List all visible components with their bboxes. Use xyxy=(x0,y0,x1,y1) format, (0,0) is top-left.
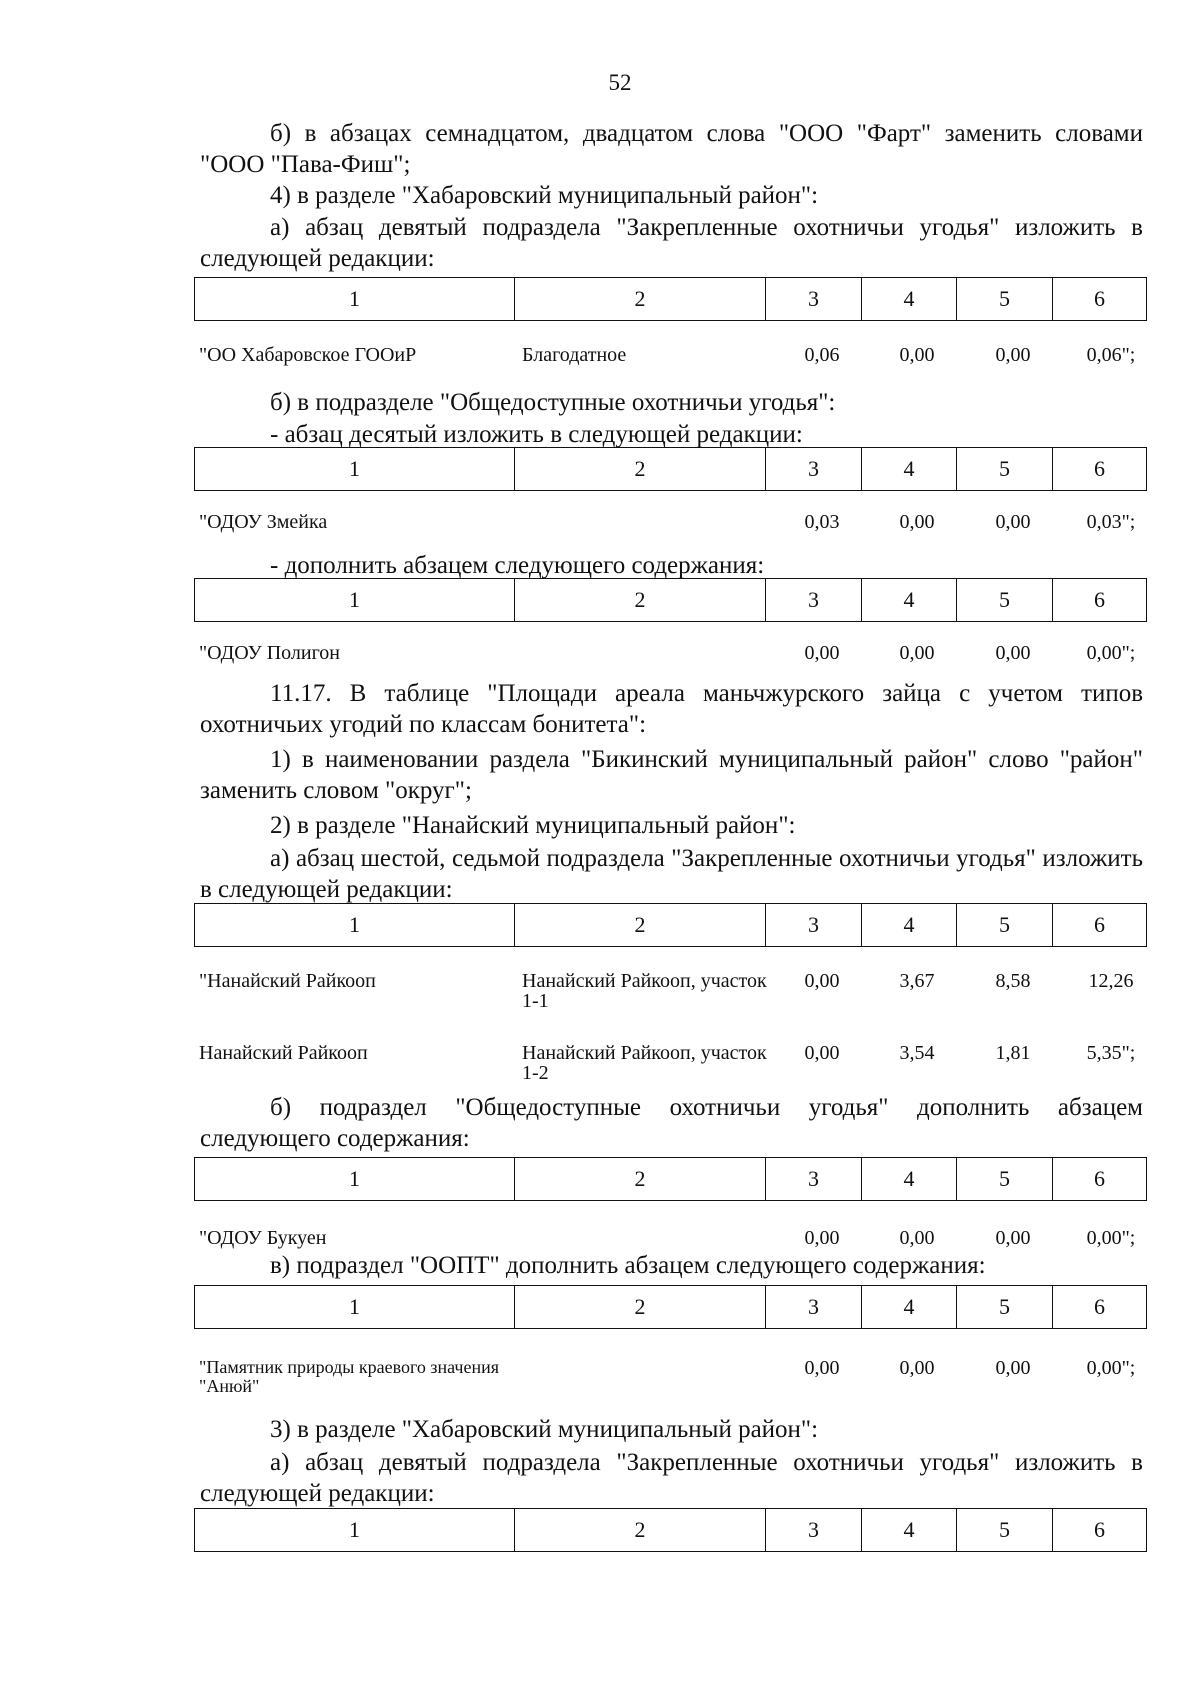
header-cell: 4 xyxy=(862,1509,957,1552)
cell-value: 0,00 xyxy=(995,1227,1031,1249)
header-cell: 1 xyxy=(195,448,515,491)
cell-value: 0,00 xyxy=(899,511,935,533)
cell-value: 0,06 xyxy=(804,344,840,366)
cell-value: 0,00 xyxy=(804,1042,840,1064)
header-cell: 4 xyxy=(862,904,957,947)
cell-value: 0,00 xyxy=(804,970,840,992)
cell-total: 0,03"; xyxy=(1086,511,1136,533)
header-cell: 5 xyxy=(957,1286,1053,1329)
cell-area: Благодатное xyxy=(522,344,627,366)
header-cell: 6 xyxy=(1053,278,1147,321)
cell-name: "ОДОУ Полигон xyxy=(199,642,341,664)
cell-value: 0,00 xyxy=(995,1357,1031,1379)
header-cell: 2 xyxy=(515,448,766,491)
header-cell: 1 xyxy=(195,1286,515,1329)
header-cell: 3 xyxy=(766,278,862,321)
header-cell: 5 xyxy=(957,278,1053,321)
header-cell: 2 xyxy=(515,1509,766,1552)
cell-value: 0,00 xyxy=(995,344,1031,366)
cell-name: "ОДОУ Букуен xyxy=(199,1227,327,1249)
cell-value: 0,03 xyxy=(804,511,840,533)
header-cell: 6 xyxy=(1053,579,1147,622)
paragraph: - абзац десятый изложить в следующей редакции: xyxy=(270,421,803,448)
header-cell: 4 xyxy=(862,1158,957,1201)
header-cell: 6 xyxy=(1053,1509,1147,1552)
cell-value: 0,00 xyxy=(899,1227,935,1249)
cell-value: 0,00 xyxy=(804,1227,840,1249)
cell-value: 3,54 xyxy=(899,1042,935,1064)
paragraph: б) в подразделе "Общедоступные охотничьи угодья": xyxy=(270,389,836,416)
header-cell: 5 xyxy=(957,904,1053,947)
header-cell: 5 xyxy=(957,1509,1053,1552)
cell-value: 3,67 xyxy=(899,970,935,992)
table-header xyxy=(194,447,1147,491)
cell-name: Нанайский Райкооп xyxy=(199,1042,368,1064)
cell-total: 12,26 xyxy=(1088,970,1134,992)
table-header xyxy=(194,1157,1147,1201)
table-header xyxy=(194,903,1147,947)
paragraph: а) абзац девятый подраздела "Закрепленные охотничьи угодья" изложить в следующей редакции: xyxy=(200,1449,1143,1507)
cell-value: 0,00 xyxy=(899,1357,935,1379)
header-cell: 5 xyxy=(957,579,1053,622)
cell-value: 0,00 xyxy=(804,642,840,664)
header-cell: 6 xyxy=(1053,448,1147,491)
cell-area: Нанайский Райкооп, участок 1-2 xyxy=(522,1042,767,1084)
table-header xyxy=(194,277,1147,321)
table-header xyxy=(194,1508,1147,1552)
cell-total: 0,00"; xyxy=(1086,642,1136,664)
header-cell: 2 xyxy=(515,1286,766,1329)
header-cell: 4 xyxy=(862,1286,957,1329)
header-cell: 1 xyxy=(195,278,515,321)
cell-name: "ОДОУ Змейка xyxy=(199,511,328,533)
cell-name: "ОО Хабаровское ГООиР xyxy=(199,344,417,366)
cell-value: 0,00 xyxy=(995,511,1031,533)
header-cell: 6 xyxy=(1053,1286,1147,1329)
header-cell: 3 xyxy=(766,448,862,491)
cell-total: 0,00"; xyxy=(1086,1227,1136,1249)
cell-value: 0,00 xyxy=(995,642,1031,664)
header-cell: 3 xyxy=(766,579,862,622)
header-cell: 6 xyxy=(1053,1158,1147,1201)
cell-value: 1,81 xyxy=(995,1042,1031,1064)
cell-value: 0,00 xyxy=(899,344,935,366)
paragraph: 11.17. В таблице "Площади ареала маньчжурского зайца с учетом типов охотничьих угодий по классам бонитета": xyxy=(200,680,1143,738)
paragraph: - дополнить абзацем следующего содержания: xyxy=(270,552,765,579)
paragraph: 2) в разделе "Нанайский муниципальный район": xyxy=(270,812,796,839)
cell-total: 0,00"; xyxy=(1086,1357,1136,1379)
paragraph: 3) в разделе "Хабаровский муниципальный район": xyxy=(270,1416,819,1443)
cell-total: 0,06"; xyxy=(1086,344,1136,366)
header-cell: 2 xyxy=(515,579,766,622)
cell-value: 8,58 xyxy=(995,970,1031,992)
header-cell: 3 xyxy=(766,904,862,947)
paragraph: 1) в наименовании раздела "Бикинский муниципальный район" слово "район" заменить словом "округ"; xyxy=(200,746,1143,804)
header-cell: 4 xyxy=(862,579,957,622)
header-cell: 2 xyxy=(515,278,766,321)
table-header xyxy=(194,578,1147,622)
paragraph: а) абзац шестой, седьмой подраздела "Закрепленные охотничьи угодья" изложить в следующей редакции: xyxy=(200,845,1143,903)
header-cell: 1 xyxy=(195,1158,515,1201)
header-cell: 3 xyxy=(766,1286,862,1329)
header-cell: 3 xyxy=(766,1509,862,1552)
header-cell: 4 xyxy=(862,278,957,321)
page-number: 52 xyxy=(608,70,632,95)
header-cell: 1 xyxy=(195,579,515,622)
table-header xyxy=(194,1285,1147,1329)
header-cell: 1 xyxy=(195,1509,515,1552)
header-cell: 5 xyxy=(957,448,1053,491)
header-cell: 1 xyxy=(195,904,515,947)
cell-area: Нанайский Райкооп, участок 1-1 xyxy=(522,970,767,1012)
paragraph: а) абзац девятый подраздела "Закрепленные охотничьи угодья" изложить в следующей редакции: xyxy=(200,214,1143,272)
cell-name: "Памятник природы краевого значения "Анюй" xyxy=(199,1357,500,1396)
cell-name: "Нанайский Райкооп xyxy=(199,970,376,992)
paragraph: б) подраздел "Общедоступные охотничьи угодья" дополнить абзацем следующего содержания: xyxy=(200,1094,1143,1152)
header-cell: 2 xyxy=(515,904,766,947)
paragraph: в) подраздел "ООПТ" дополнить абзацем следующего содержания: xyxy=(270,1252,986,1279)
header-cell: 3 xyxy=(766,1158,862,1201)
header-cell: 5 xyxy=(957,1158,1053,1201)
header-cell: 2 xyxy=(515,1158,766,1201)
header-cell: 4 xyxy=(862,448,957,491)
cell-total: 5,35"; xyxy=(1086,1042,1136,1064)
paragraph: б) в абзацах семнадцатом, двадцатом слова "ООО "Фарт" заменить словами "ООО "Пава-Фиш"; xyxy=(200,120,1143,178)
cell-value: 0,00 xyxy=(899,642,935,664)
header-cell: 6 xyxy=(1053,904,1147,947)
paragraph: 4) в разделе "Хабаровский муниципальный район": xyxy=(270,182,819,209)
cell-value: 0,00 xyxy=(804,1357,840,1379)
